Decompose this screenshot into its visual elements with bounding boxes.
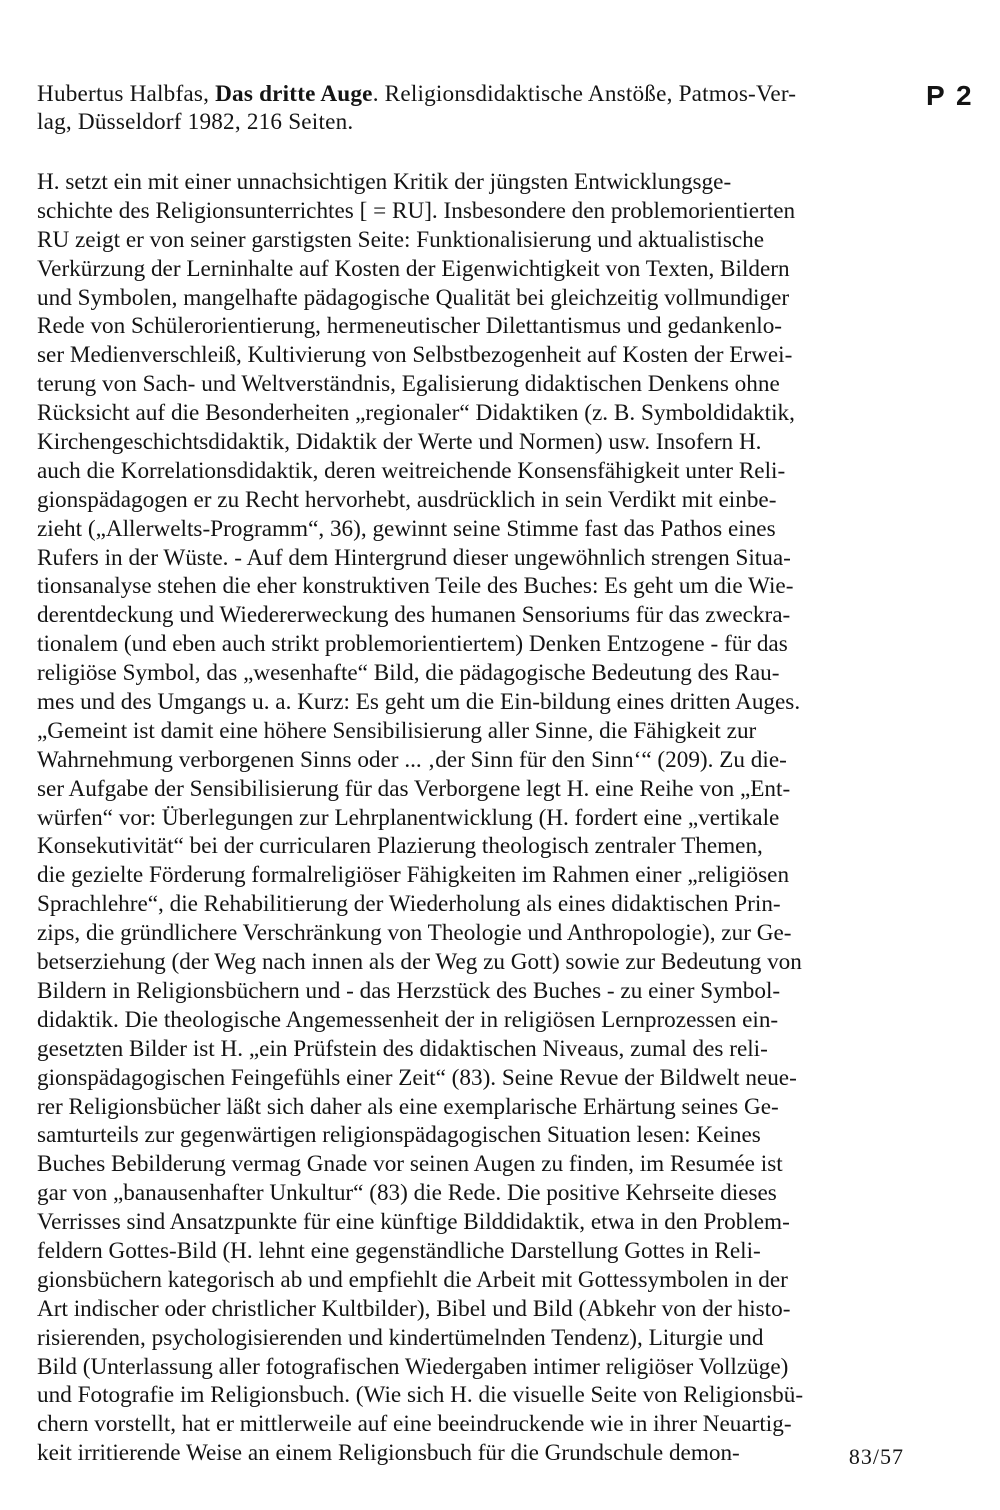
body-line: tionsanalyse stehen die eher konstruktiven Teile des Buches: Es geht um die Wie- — [37, 573, 794, 600]
body-line: gar von „banausenhafter Unkultur“ (83) die Rede. Die positive Kehrseite dieses — [37, 1180, 777, 1207]
body-line: ser Medienverschleiß, Kultivierung von Selbstbezogenheit auf Kosten der Erwei- — [37, 342, 793, 369]
body-line: Rufers in der Wüste. - Auf dem Hintergrund dieser ungewöhnlich strengen Situa- — [37, 544, 791, 571]
body-line: Art indischer oder christlicher Kultbilder), Bibel und Bild (Abkehr von der histo- — [37, 1295, 791, 1322]
body-line: Sprachlehre“, die Rehabilitierung der Wiederholung als eines didaktischen Prin- — [37, 891, 781, 918]
body-line: Buches Bebilderung vermag Gnade vor seinen Augen zu finden, im Resumée ist — [37, 1151, 783, 1178]
body-line: Verkürzung der Lerninhalte auf Kosten der Eigenwichtigkeit von Texten, Bildern — [37, 255, 790, 282]
body-line: religiöse Symbol, das „wesenhafte“ Bild, die pädagogische Bedeutung des Rau- — [37, 660, 780, 687]
body-line: Verrisses sind Ansatzpunkte für eine künftige Bilddidaktik, etwa in den Problem- — [37, 1209, 790, 1236]
body-line: derentdeckung und Wiedererweckung des humanen Sensoriums für das zweckra- — [37, 602, 791, 629]
body-line: RU zeigt er von seiner garstigsten Seite: Funktionalisierung und aktualistische — [37, 226, 765, 253]
body-line: H. setzt ein mit einer unnachsichtigen Kritik der jüngsten Entwicklungsge- — [37, 169, 732, 195]
body-line: terung von Sach- und Weltverständnis, Egalisierung didaktischen Denkens ohne — [37, 371, 780, 398]
body-line: gesetzten Bilder ist H. „ein Prüfstein des didaktischen Niveaus, zumal des reli- — [37, 1035, 768, 1062]
body-line: feldern Gottes-Bild (H. lehnt eine gegenständliche Darstellung Gottes in Reli- — [37, 1237, 761, 1264]
body-line: tionalem (und eben auch strikt problemorientiertem) Denken Entzogene - für das — [37, 631, 788, 658]
body-line: schichte des Religionsunterrichtes [ = RU]. Insbesondere den problemorientierten — [37, 197, 796, 224]
body-line: betserziehung (der Weg nach innen als der Weg zu Gott) sowie zur Bedeutung von — [37, 949, 802, 976]
body-line: Kirchengeschichtsdidaktik, Didaktik der Werte und Normen) usw. Insofern H. — [37, 429, 762, 456]
bibliographic-header — [37, 80, 917, 136]
author-name: Hubertus Halbfas, — [37, 81, 216, 107]
body-line: zips, die gründlichere Verschränkung von Theologie und Anthropologie), zur Ge- — [37, 920, 792, 947]
body-line: „Gemeint ist damit eine höhere Sensibilisierung aller Sinne, die Fähigkeit zur — [37, 717, 757, 744]
body-line: gionspädagogischen Feingefühls einer Zeit“ (83). Seine Revue der Bildwelt neue- — [37, 1064, 797, 1091]
body-line: gionspädagogen er zu Recht hervorhebt, ausdrücklich in sein Verdikt mit einbe- — [37, 486, 777, 513]
body-line: würfen“ vor: Überlegungen zur Lehrplanentwicklung (H. fordert eine „vertikale — [37, 804, 780, 831]
body-line: samturteils zur gegenwärtigen religionspädagogischen Situation lesen: Keines — [37, 1122, 761, 1149]
publication-details: . Religionsdidaktische Anstöße, Patmos-Ver- — [372, 81, 797, 107]
body-line: Bild (Unterlassung aller fotografischen Wiedergaben intimer religiöser Vollzüge) — [37, 1353, 789, 1380]
body-line: Bildern in Religionsbüchern und - das Herzstück des Buches - zu einer Symbol- — [37, 977, 781, 1004]
body-line: die gezielte Förderung formalreligiöser Fähigkeiten im Rahmen einer „religiösen — [37, 862, 790, 889]
page-number: 83/57 — [848, 1444, 904, 1469]
body-line: auch die Korrelationsdidaktik, deren weitreichende Konsensfähigkeit unter Reli- — [37, 457, 786, 484]
publication-details-continued: lag, Düsseldorf 1982, 216 Seiten. — [37, 109, 354, 135]
body-line: Konsekutivität“ bei der curricularen Plazierung theologisch zentraler Themen, — [37, 833, 763, 860]
body-line: und Symbolen, mangelhafte pädagogische Qualität bei gleichzeitig vollmundiger — [37, 284, 790, 311]
body-line: didaktik. Die theologische Angemessenheit der in religiösen Lernprozessen ein- — [37, 1006, 779, 1033]
body-line: zieht („Allerwelts-Programm“, 36), gewinnt seine Stimme fast das Pathos eines — [37, 515, 776, 542]
body-line: gionsbüchern kategorisch ab und empfiehlt die Arbeit mit Gottessymbolen in der — [37, 1266, 788, 1293]
body-line: Wahrnehmung verborgenen Sinns oder ... ‚der Sinn für den Sinn‘“ (209). Zu die- — [37, 746, 787, 773]
body-line: chern vorstellt, hat er mittlerweile auf eine beeindruckende wie in ihrer Neuartig- — [37, 1411, 792, 1438]
body-line: und Fotografie im Religionsbuch. (Wie sich H. die visuelle Seite von Religionsbü- — [37, 1382, 804, 1409]
body-line: rer Religionsbücher läßt sich daher als eine exemplarische Erhärtung seines Ge- — [37, 1093, 779, 1120]
body-line: mes und des Umgangs u. a. Kurz: Es geht um die Ein-bildung eines dritten Auges. — [37, 689, 801, 716]
book-title: Das dritte Auge — [215, 81, 373, 107]
review-body — [37, 168, 909, 1468]
body-line: risierenden, psychologisierenden und kindertümelnden Tendenz), Liturgie und — [37, 1324, 764, 1351]
body-line: Rücksicht auf die Besonderheiten „regionaler“ Didaktiken (z. B. Symboldidaktik, — [37, 400, 795, 427]
body-line: keit irritierende Weise an einem Religionsbuch für die Grundschule demon- — [37, 1440, 740, 1467]
body-line: Rede von Schülerorientierung, hermeneutischer Dilettantismus und gedankenlo- — [37, 313, 783, 340]
section-code: P 2 — [926, 80, 974, 111]
body-line: ser Aufgabe der Sensibilisierung für das Verborgene legt H. eine Reihe von „Ent- — [37, 775, 791, 802]
